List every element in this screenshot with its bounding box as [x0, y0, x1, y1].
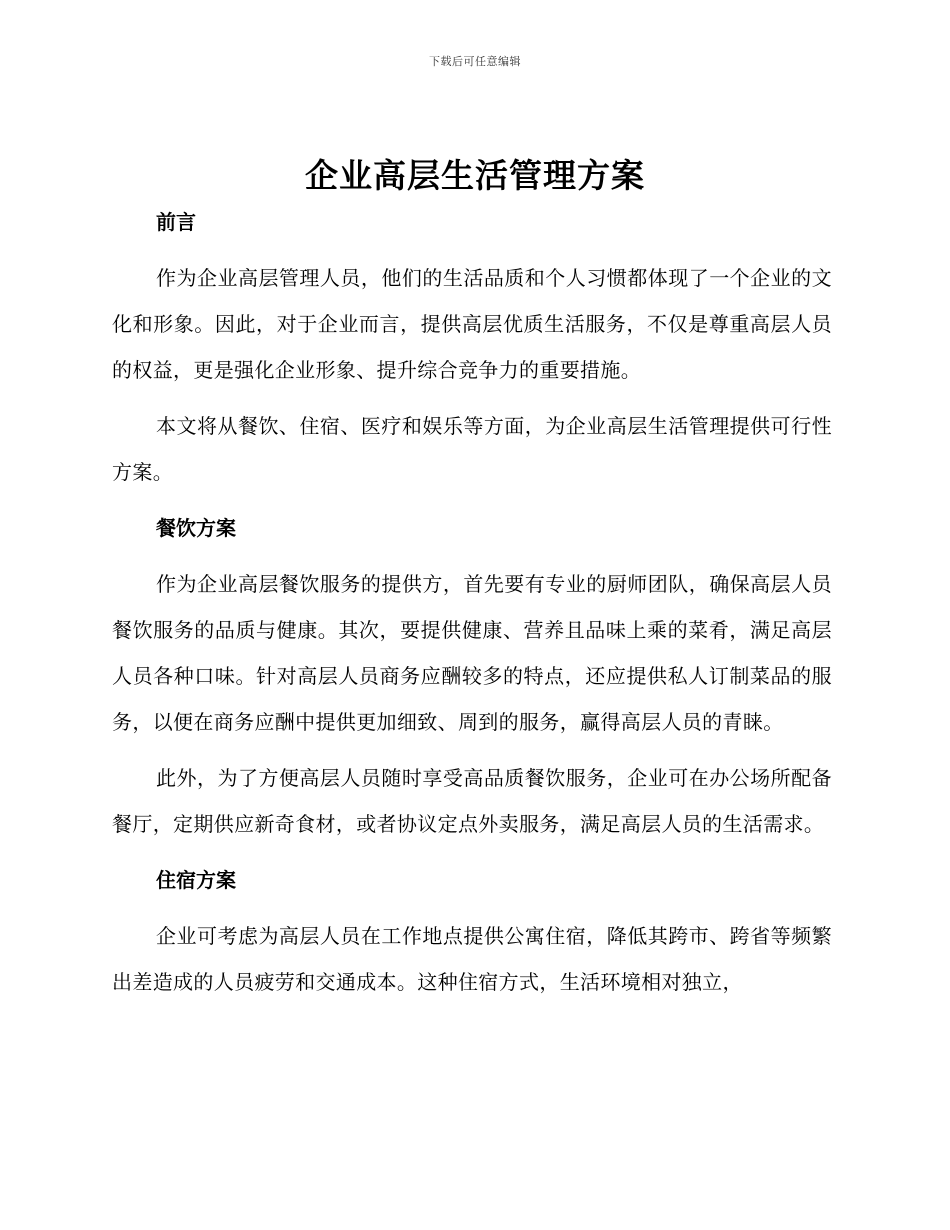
section-heading-accommodation: 住宿方案 — [156, 868, 236, 892]
section-heading-dining: 餐饮方案 — [156, 516, 236, 540]
paragraph: 此外，为了方便高层人员随时享受高品质餐饮服务，企业可在办公场所配备餐厅，定期供应新奇食材，或者协议定点外卖服务，满足高层人员的生活需求。 — [112, 766, 832, 836]
paragraph: 作为企业高层餐饮服务的提供方，首先要有专业的厨师团队，确保高层人员餐饮服务的品质与健康。其次，要提供健康、营养且品味上乘的菜肴，满足高层人员各种口味。针对高层人员商务应酬较多的特点，还应提供私人订制菜品的服务，以便在商务应酬中提供更加细致、周到的服务，赢得高层人员的青睐。 — [112, 572, 832, 734]
paragraph: 企业可考虑为高层人员在工作地点提供公寓住宿，降低其跨市、跨省等频繁出差造成的人员疲劳和交通成本。这种住宿方式，生活环境相对独立， — [112, 924, 832, 994]
document-body — [112, 199, 832, 1005]
paragraph: 本文将从餐饮、住宿、医疗和娱乐等方面，为企业高层生活管理提供可行性方案。 — [112, 414, 832, 484]
document-title: 企业高层生活管理方案 — [305, 156, 645, 195]
page-header-note: 下载后可任意编辑 — [429, 55, 521, 68]
paragraph: 作为企业高层管理人员，他们的生活品质和个人习惯都体现了一个企业的文化和形象。因此，对于企业而言，提供高层优质生活服务，不仅是尊重高层人员的权益，更是强化企业形象、提升综合竞争力的重要措施。 — [112, 266, 832, 382]
section-heading-preface: 前言 — [156, 210, 196, 234]
